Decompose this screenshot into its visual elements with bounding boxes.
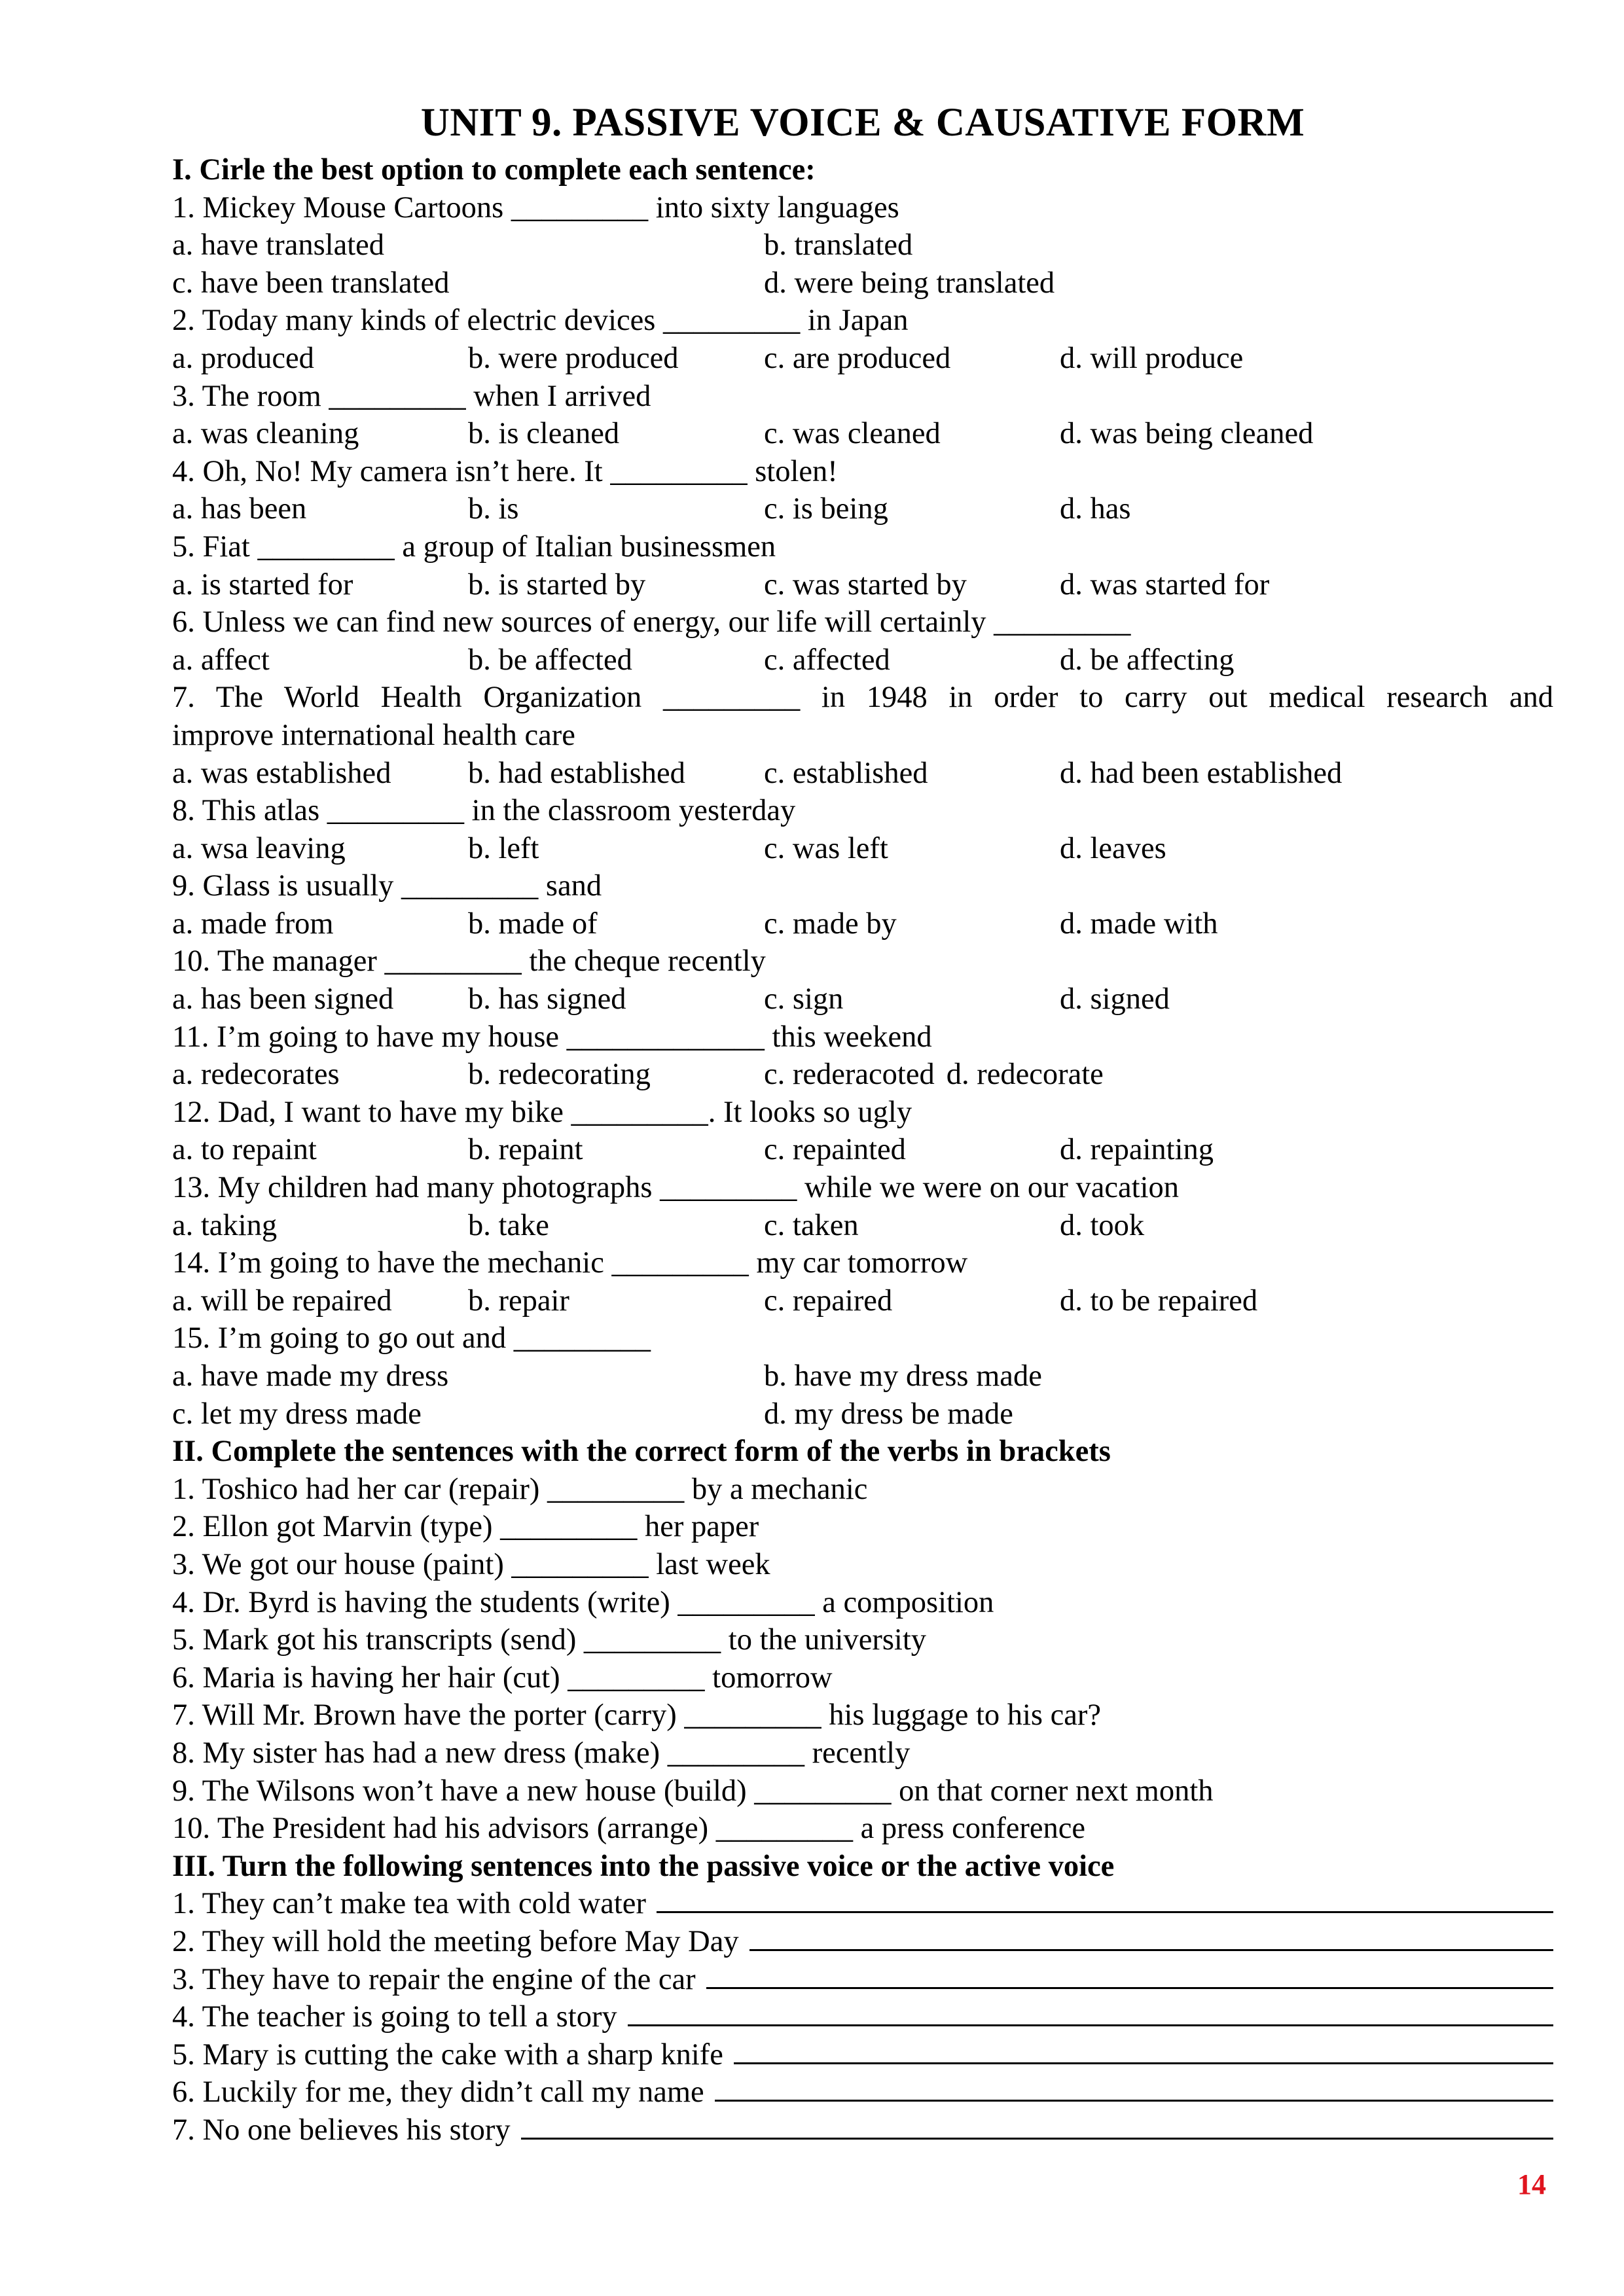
fill-blank-item[interactable]: 10. The President had his advisors (arrange) _________ a press conference [172,1812,1085,1846]
options-row [172,1207,1553,1245]
question-10 [172,942,1553,1018]
options-row [172,980,1553,1018]
option-b[interactable]: b. is cleaned [468,417,620,451]
option-b[interactable]: b. left [468,831,539,865]
option-c[interactable]: c. was cleaned [764,417,941,451]
question-8 [172,792,1553,867]
options-row [172,340,1553,378]
options-row [172,830,1553,868]
options-row [172,264,1553,302]
question-9 [172,867,1553,942]
question-text: 3. The room _________ when I arrived [172,379,651,413]
option-b[interactable]: b. take [468,1208,549,1242]
option-c[interactable]: c. have been translated [172,266,450,300]
transform-sentence: 5. Mary is cutting the cake with a sharp knife [172,2037,723,2072]
transform-item [172,1885,1553,1923]
option-c[interactable]: c. sign [764,982,844,1016]
option-b[interactable]: b. had established [468,756,685,790]
option-a[interactable]: a. has been [172,492,307,526]
transform-sentence: 4. The teacher is going to tell a story [172,2000,617,2034]
option-b[interactable]: b. repaint [468,1133,583,1167]
question-14 [172,1244,1553,1319]
question-text: 6. Unless we can find new sources of energy, our life will certainly _________ [172,605,1131,639]
option-a[interactable]: a. taking [172,1208,278,1242]
fill-blank-item[interactable]: 8. My sister has had a new dress (make) _________ recently [172,1736,911,1770]
question-4 [172,453,1553,528]
options-row [172,415,1553,453]
transform-sentence: 1. They can’t make tea with cold water [172,1887,646,1921]
question-text: 15. I’m going to go out and _________ [172,1321,651,1355]
answer-line[interactable] [628,1998,1553,2026]
options-row [172,566,1553,604]
fill-blank-item[interactable]: 9. The Wilsons won’t have a new house (build) _________ on that corner next month [172,1774,1214,1808]
fill-blank-item[interactable]: 1. Toshico had her car (repair) _________ by a mechanic [172,1472,868,1506]
answer-line[interactable] [715,2073,1553,2102]
worksheet-page [172,95,1553,2149]
question-6 [172,603,1553,679]
option-a[interactable]: a. made from [172,906,334,941]
option-b[interactable]: b. were produced [468,341,679,375]
question-text: 10. The manager _________ the cheque recently [172,944,766,978]
option-a[interactable]: a. has been signed [172,982,394,1016]
option-b[interactable]: b. made of [468,906,598,941]
options-row [172,755,1553,793]
option-b[interactable]: b. redecorating [468,1058,651,1092]
question-5 [172,528,1553,603]
transform-sentence: 3. They have to repair the engine of the car [172,1962,696,1996]
option-a[interactable]: a. is started for [172,567,353,601]
question-15 [172,1319,1553,1433]
question-12 [172,1094,1553,1169]
transform-item [172,1998,1553,2036]
option-d[interactable]: d. will produce [1060,341,1244,375]
question-text: 2. Today many kinds of electric devices _________ in Japan [172,304,909,338]
section-1-heading: I. Cirle the best option to complete each sentence: [172,153,816,187]
question-3 [172,378,1553,453]
fill-blank-item[interactable]: 3. We got our house (paint) _________ last week [172,1547,770,1581]
option-d[interactable]: d. were being translated [764,266,1055,300]
question-11 [172,1018,1553,1094]
answer-line[interactable] [734,2036,1553,2064]
option-b[interactable]: b. is [468,492,519,526]
question-text: 11. I’m going to have my house _____________ this weekend [172,1020,932,1054]
question-13 [172,1169,1553,1244]
option-b[interactable]: b. be affected [468,643,632,677]
option-d[interactable]: d. had been established [1060,756,1343,790]
question-2 [172,302,1553,377]
fill-blank-item[interactable]: 6. Maria is having her hair (cut) _________ tomorrow [172,1660,833,1695]
answer-line[interactable] [657,1885,1553,1913]
answer-line[interactable] [521,2111,1553,2140]
option-c[interactable]: c. was left [764,831,888,865]
options-row [172,226,1553,264]
question-text: 8. This atlas _________ in the classroom yesterday [172,794,796,828]
answer-line[interactable] [749,1923,1553,1951]
option-d[interactable]: d. has [1060,492,1131,526]
section-2-heading: II. Complete the sentences with the correct form of the verbs in brackets [172,1435,1111,1469]
transform-sentence: 2. They will hold the meeting before May Day [172,1924,739,1958]
option-a[interactable]: a. was established [172,756,391,790]
option-b[interactable]: b. translated [764,228,913,262]
option-d[interactable]: d. took [1060,1208,1145,1242]
option-b[interactable]: b. repair [468,1283,569,1318]
question-text: 1. Mickey Mouse Cartoons _________ into sixty languages [172,190,899,224]
option-d[interactable]: d. be affecting [1060,643,1235,677]
option-a[interactable]: a. have made my dress [172,1359,449,1393]
transform-item [172,2036,1553,2074]
transform-item [172,2073,1553,2111]
option-b[interactable]: b. has signed [468,982,626,1016]
options-row [172,1131,1553,1169]
question-1 [172,189,1553,302]
option-c[interactable]: c. was started by [764,567,967,601]
option-c[interactable]: c. made by [764,906,897,941]
transform-item [172,2111,1553,2149]
transform-sentence: 6. Luckily for me, they didn’t call my name [172,2075,704,2109]
option-c[interactable]: c. rederacoted [764,1058,935,1092]
option-d[interactable]: d. made with [1060,906,1218,941]
option-a[interactable]: a. to repaint [172,1133,317,1167]
fill-blank-item[interactable]: 7. Will Mr. Brown have the porter (carry) _________ his luggage to his car? [172,1698,1102,1732]
question-text: 5. Fiat _________ a group of Italian businessmen [172,529,776,564]
fill-blank-item[interactable]: 5. Mark got his transcripts (send) _________ to the university [172,1623,927,1657]
transform-item [172,1961,1553,1999]
options-row [172,1282,1553,1320]
option-b[interactable]: b. have my dress made [764,1359,1042,1393]
page-title: UNIT 9. PASSIVE VOICE & CAUSATIVE FORM [420,101,1305,145]
options-row [172,905,1553,943]
question-text: 4. Oh, No! My camera isn’t here. It _________ stolen! [172,454,838,488]
option-d[interactable]: d. to be repaired [1060,1283,1258,1318]
option-b[interactable]: b. is started by [468,567,646,601]
options-row [172,490,1553,528]
option-c[interactable]: c. are produced [764,341,951,375]
option-a[interactable]: a. will be repaired [172,1283,392,1318]
option-d[interactable]: d. was being cleaned [1060,417,1314,451]
option-a[interactable]: a. have translated [172,228,385,262]
fill-blank-item[interactable]: 2. Ellon got Marvin (type) _________ her paper [172,1510,759,1544]
options-row [172,641,1553,679]
option-d[interactable]: d. was started for [1060,567,1270,601]
option-a[interactable]: a. produced [172,341,314,375]
option-a[interactable]: a. redecorates [172,1058,340,1092]
options-row [172,1056,1553,1094]
question-text: 9. Glass is usually _________ sand [172,869,602,903]
option-d[interactable]: d. leaves [1060,831,1166,865]
option-c[interactable]: c. repaired [764,1283,893,1318]
question-7 [172,679,1553,792]
option-d[interactable]: d. redecorate [946,1058,1104,1092]
option-a[interactable]: a. was cleaning [172,417,359,451]
option-d[interactable]: d. my dress be made [764,1397,1013,1431]
transform-sentence: 7. No one believes his story [172,2113,511,2147]
option-a[interactable]: a. wsa leaving [172,831,346,865]
section-3-heading: III. Turn the following sentences into the passive voice or the active voice [172,1849,1115,1883]
option-d[interactable]: d. repainting [1060,1133,1214,1167]
question-text: 12. Dad, I want to have my bike _________. It looks so ugly [172,1095,912,1129]
question-text: 13. My children had many photographs _________ while we were on our vacation [172,1171,1180,1205]
option-c[interactable]: c. taken [764,1208,859,1242]
question-text: 7. The World Health Organization _________ in 1948 in order to carry out medical research and [172,681,1553,715]
option-a[interactable]: a. affect [172,643,270,677]
options-row [172,1395,1553,1433]
question-text-continued: improve international health care [172,718,575,752]
options-row [172,1357,1553,1395]
option-c[interactable]: c. repainted [764,1133,906,1167]
option-c[interactable]: c. established [764,756,928,790]
page-number: 14 [1517,2168,1546,2200]
option-d[interactable]: d. signed [1060,982,1170,1016]
question-text: 14. I’m going to have the mechanic _________ my car tomorrow [172,1246,968,1280]
option-c[interactable]: c. affected [764,643,890,677]
answer-line[interactable] [706,1961,1553,1989]
option-c[interactable]: c. let my dress made [172,1397,422,1431]
transform-item [172,1923,1553,1961]
option-c[interactable]: c. is being [764,492,888,526]
fill-blank-item[interactable]: 4. Dr. Byrd is having the students (write) _________ a composition [172,1585,994,1619]
